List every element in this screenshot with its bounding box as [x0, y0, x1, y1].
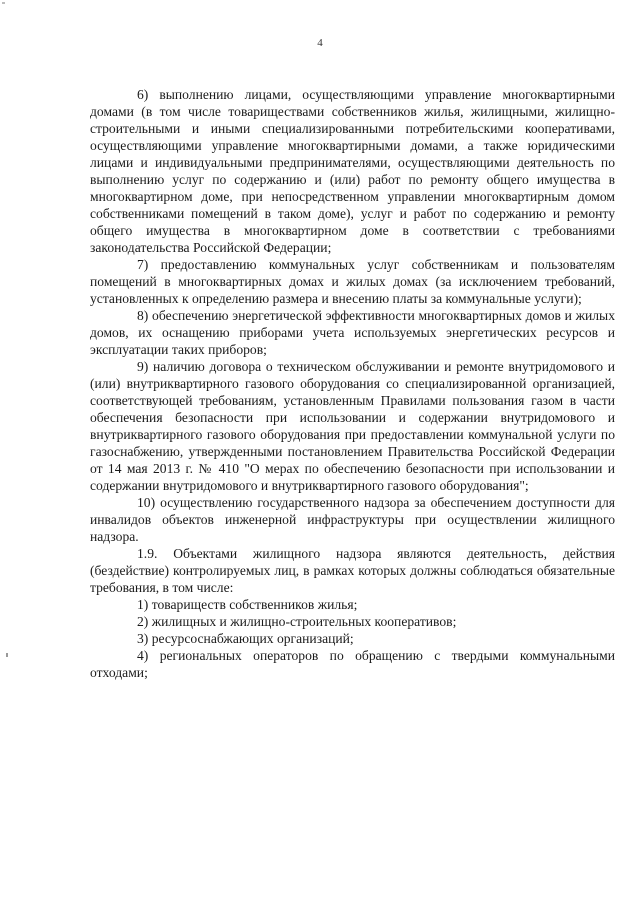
list-item-3: 3) ресурсоснабжающих организаций; — [137, 631, 354, 646]
list-item-1: 1) товариществ собственников жилья; — [137, 597, 358, 612]
paragraph-item-8: 8) обеспечению энергетической эффективности многоквартирных домов и жилых домов, их оснащению приборами учета используемых энергетических ресурсов и эксплуатации таких приборов; — [90, 308, 615, 357]
paragraph-item-10: 10) осуществлению государственного надзора за обеспечением доступности для инвалидов объектов инженерной инфраструктуры при осуществлении жилищного надзора. — [90, 495, 615, 544]
scan-mark — [6, 653, 8, 657]
paragraph-section-1-9: 1.9. Объектами жилищного надзора являются деятельность, действия (бездействие) контролируемых лиц, в рамках которых должны соблюдаться обязательные требования, в том числе: — [90, 546, 615, 595]
document-body — [90, 86, 615, 681]
page-number: 4 — [317, 37, 323, 49]
paragraph-item-7: 7) предоставлению коммунальных услуг собственникам и пользователям помещений в многоквартирных домах и жилых домах (за исключением требований, установленных к определению размера и внесению платы за коммунальные услуги); — [90, 257, 615, 306]
list-item-2: 2) жилищных и жилищно-строительных кооперативов; — [137, 614, 457, 629]
list-item-4: 4) региональных операторов по обращению с твердыми коммунальными отходами; — [90, 648, 615, 680]
scan-mark — [2, 2, 5, 4]
paragraph-item-9: 9) наличию договора о техническом обслуживании и ремонте внутридомового и (или) внутриквартирного газового оборудования со специализированной организацией, соответствующей требованиям, установленным Правилами пользования газом в части обеспечения безопасности при использовании и содержании внутридомового и внутриквартирного газового оборудования при предоставлении коммунальной услуги по газоснабжению, утвержденными постановлением Правительства Российской Федерации от 14 мая 2013 г. № 410 "О мерах по обеспечению безопасности при использовании и содержании внутридомового и внутриквартирного газового оборудования"; — [90, 359, 615, 493]
paragraph-item-6: 6) выполнению лицами, осуществляющими управление многоквартирными домами (в том числе товариществами собственников жилья, жилищными, жилищно-строительными и иными специализированными потребительскими кооперативами, осуществляющими управление многоквартирными домами, а также юридическими лицами и индивидуальными предпринимателями, осуществляющими деятельность по выполнению услуг по содержанию и (или) работ по ремонту общего имущества в многоквартирном доме, при непосредственном управлении многоквартирным домом собственниками помещений в таком доме), услуг и работ по содержанию и ремонту общего имущества в многоквартирном доме в соответствии с требованиями законодательства Российской Федерации; — [90, 87, 615, 255]
